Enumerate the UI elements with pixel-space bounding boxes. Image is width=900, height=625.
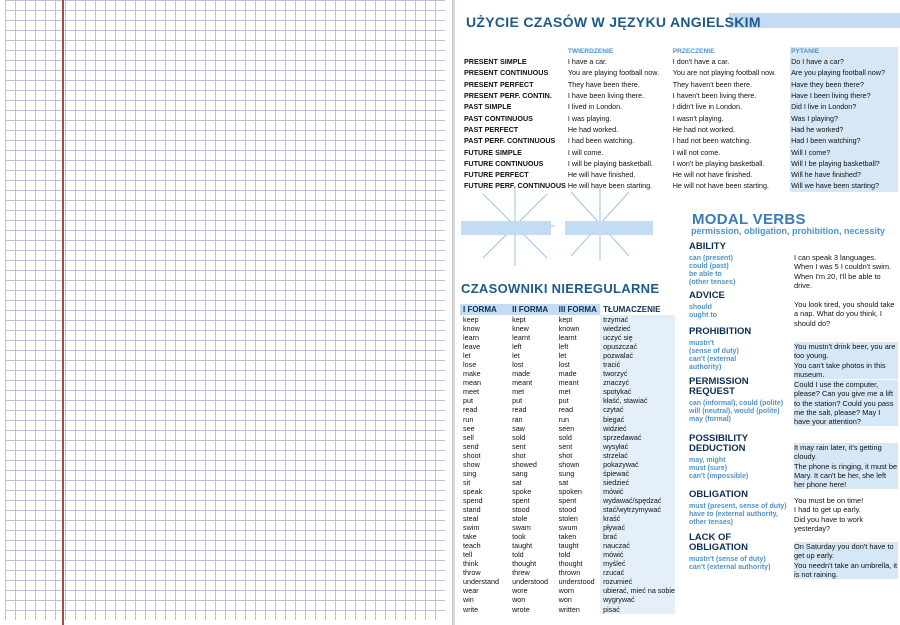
question-cell: Do I have a car?	[790, 56, 898, 67]
deco-band-left	[461, 221, 551, 235]
modal-example: You must be on time! I had to get up early. Did you have to work yesterday?	[794, 496, 864, 533]
form2-cell: lost	[512, 360, 524, 370]
form3-cell: sat	[558, 477, 569, 487]
form3-cell: sent	[558, 441, 573, 451]
tense-name: PAST CONTINUOUS	[464, 113, 533, 123]
form2-cell: wore	[512, 586, 528, 596]
modal-example: You mustn't drink beer, you are too young. You can't take photos in this museum.	[794, 342, 898, 379]
form1-cell: meet	[463, 387, 479, 397]
verb-row	[460, 460, 675, 469]
question-cell: Will I be playing basketball?	[790, 158, 898, 169]
translation-cell: biegać	[600, 415, 675, 424]
verb-row	[460, 451, 675, 460]
form2-cell: told	[512, 550, 524, 560]
form3-cell: kept	[558, 315, 573, 325]
form2-cell: saw	[512, 423, 525, 433]
negative-cell: I will not come.	[672, 147, 721, 157]
form3-cell: stolen	[558, 514, 578, 524]
negative-cell: They haven't been there.	[672, 79, 753, 89]
modal-section-title: OBLIGATION	[689, 489, 748, 500]
negative-cell: You are not playing football now.	[672, 68, 776, 78]
form1-cell: put	[463, 396, 473, 406]
form1-cell: wear	[463, 586, 479, 596]
modal-section-forms: should ought to	[689, 304, 717, 319]
affirmative-cell: I lived in London.	[567, 102, 623, 112]
form1-cell: win	[463, 595, 474, 605]
tense-name: FUTURE CONTINUOUS	[464, 158, 544, 168]
modal-section	[689, 327, 751, 372]
affirmative-cell: I will come.	[567, 147, 604, 157]
verb-row	[460, 433, 675, 442]
verb-row	[460, 532, 675, 541]
translation-cell: ubierać, mieć na sobie	[600, 586, 675, 595]
tenses-header-row	[463, 47, 898, 56]
form2-cell: wrote	[512, 604, 530, 614]
form3-cell: meant	[558, 378, 579, 388]
form3-cell: left	[558, 342, 569, 352]
form1-cell: let	[463, 351, 471, 361]
negative-cell: I wasn't playing.	[672, 113, 724, 123]
translation-cell: widzieć	[600, 424, 675, 433]
form1-cell: take	[463, 532, 477, 542]
form3-cell: seen	[558, 423, 575, 433]
form2-cell: took	[512, 532, 526, 542]
affirmative-cell: I have a car.	[567, 57, 607, 67]
form1-cell: throw	[463, 568, 481, 578]
form1-cell: lose	[463, 360, 477, 370]
form2-cell: threw	[512, 568, 530, 578]
negative-cell: I haven't been living there.	[672, 91, 757, 101]
form2-cell: spoke	[512, 486, 532, 496]
form2-cell: stood	[512, 505, 530, 514]
tense-row	[463, 146, 898, 157]
translation-cell: wygrywać	[600, 595, 675, 604]
tense-name: PAST SIMPLE	[464, 102, 512, 112]
form1-cell: know	[463, 324, 480, 334]
deco-band-right	[565, 221, 653, 235]
form1-cell: teach	[463, 541, 481, 551]
irregular-title: CZASOWNIKI NIEREGULARNE	[461, 281, 660, 296]
form3-cell: spent	[558, 495, 577, 505]
form1-cell: leave	[463, 342, 481, 352]
modal-section-forms: can (present) could (past) be able to (other tenses)	[689, 255, 736, 286]
form2-cell: won	[512, 595, 526, 605]
tense-row	[463, 90, 898, 101]
modal-section	[689, 490, 787, 527]
form2-cell: let	[512, 351, 520, 361]
form2-cell: knew	[512, 324, 529, 334]
form1-cell: learn	[463, 333, 479, 343]
modal-section	[689, 242, 735, 287]
form2-cell: left	[512, 342, 522, 352]
form1-cell: make	[463, 369, 481, 379]
tense-name: PAST PERF. CONTINUOUS	[464, 136, 556, 146]
form3-cell: swum	[558, 523, 578, 533]
form1-cell: mean	[463, 378, 481, 388]
tense-row	[463, 124, 898, 135]
form3-cell: worn	[558, 586, 575, 596]
form3-cell: written	[558, 604, 580, 614]
form1-cell: show	[463, 459, 480, 469]
verbs-body	[460, 315, 675, 614]
modal-example: I can speak 3 languages. When I was 5 I couldn't swim. When I'm 20, I'll be able to drive.	[794, 253, 892, 290]
question-cell: Will we have been starting?	[790, 180, 898, 191]
affirmative-cell: He had worked.	[567, 124, 619, 134]
tenses-table	[463, 47, 898, 192]
form1-cell: see	[463, 423, 475, 433]
translation-cell: znaczyć	[600, 378, 675, 387]
modal-section-title: PERMISSION REQUEST	[689, 376, 749, 397]
translation-cell: pisać	[600, 605, 675, 614]
form2-cell: spent	[512, 495, 530, 505]
modal-section	[689, 291, 725, 320]
modal-subtitle: permission, obligation, prohibition, necessity	[691, 226, 886, 236]
translation-cell: siedzieć	[600, 478, 675, 487]
translation-cell: kłaść, stawiać	[600, 396, 675, 405]
affirmative-cell: You are playing football now.	[567, 68, 660, 78]
affirmative-cell: I will be playing basketball.	[567, 158, 653, 168]
form2-cell: ran	[512, 414, 523, 424]
translation-cell: pokazywać	[600, 460, 675, 469]
form2-cell: thought	[512, 559, 537, 569]
form2-cell: meant	[512, 378, 533, 388]
negative-cell: He will not have finished.	[672, 170, 753, 180]
tense-name: PRESENT PERF. CONTIN.	[464, 91, 552, 101]
affirmative-cell: They have been there.	[567, 79, 640, 89]
tense-name: PAST PERFECT	[464, 124, 519, 134]
form2-header: II FORMA	[509, 304, 556, 315]
tense-name: PRESENT SIMPLE	[464, 57, 527, 67]
irregular-verbs-table	[460, 304, 675, 614]
verb-row	[460, 478, 675, 487]
form2-cell: sold	[512, 432, 526, 442]
verb-row	[460, 442, 675, 451]
verb-row	[460, 360, 675, 369]
translation-cell: nauczać	[600, 541, 675, 550]
verb-row	[460, 469, 675, 478]
form1-cell: run	[463, 414, 474, 424]
question-cell: Have they been there?	[790, 79, 898, 90]
negative-cell: I had not been watching.	[672, 136, 752, 146]
tense-name-header	[463, 47, 567, 56]
form1-cell: steal	[463, 514, 479, 524]
translation-cell: mówić	[600, 487, 675, 496]
tense-row	[463, 79, 898, 90]
form3-cell: spoken	[558, 486, 582, 496]
form2-cell: put	[512, 396, 523, 406]
form1-cell: stand	[463, 505, 481, 514]
verb-row	[460, 342, 675, 351]
verb-row	[460, 577, 675, 586]
question-cell: Are you playing football now?	[790, 67, 898, 78]
form2-cell: sent	[512, 441, 526, 451]
negative-cell: He had not worked.	[672, 124, 736, 134]
form1-cell: sit	[463, 477, 471, 487]
verb-row	[460, 595, 675, 604]
translation-cell: uczyć się	[600, 333, 675, 342]
tense-name: FUTURE SIMPLE	[464, 147, 522, 157]
translation-cell: czytać	[600, 405, 675, 414]
modal-section-forms: can (informal), could (polite) will (neutral), would (polite) may (formal)	[689, 400, 784, 423]
verb-row	[460, 324, 675, 333]
verb-row	[460, 333, 675, 342]
verb-row	[460, 586, 675, 595]
question-cell: Will he have finished?	[790, 169, 898, 180]
form3-cell: met	[558, 387, 571, 397]
tense-name: FUTURE PERFECT	[464, 170, 529, 180]
form1-cell: write	[463, 604, 479, 614]
question-cell: Had I been watching?	[790, 135, 898, 146]
verb-row	[460, 605, 675, 614]
verb-row	[460, 405, 675, 414]
modal-example: It may rain later, it's getting cloudy. The phone is ringing, it must be Mary. It can't be her, she left her phone here!	[794, 443, 898, 490]
form3-cell: taught	[558, 541, 579, 551]
affirmative-cell: He will have been starting.	[567, 181, 653, 191]
form1-cell: sing	[463, 468, 477, 478]
form3-cell: sung	[558, 468, 575, 478]
translation-cell: tworzyć	[600, 369, 675, 378]
verb-row	[460, 541, 675, 550]
form3-cell: sold	[558, 432, 572, 442]
question-cell: Had he worked?	[790, 124, 898, 135]
tenses-title: UŻYCIE CZASÓW W JĘZYKU ANGIELSKIM	[466, 14, 761, 30]
form2-cell: sat	[512, 477, 522, 487]
translation-cell: pływać	[600, 523, 675, 532]
form2-cell: swam	[512, 523, 531, 533]
modal-section-title: POSSIBILITY DEDUCTION	[689, 433, 749, 454]
translation-cell: brać	[600, 532, 675, 541]
form3-cell: thrown	[558, 568, 581, 578]
translation-cell: rozumieć	[600, 577, 675, 586]
form3-cell: known	[558, 324, 580, 334]
verb-row	[460, 568, 675, 577]
form2-cell: understood	[512, 577, 549, 587]
tense-row	[463, 56, 898, 67]
tense-name: FUTURE PERF. CONTINUOUS	[464, 181, 566, 191]
form2-cell: stole	[512, 514, 528, 524]
modal-example: Could I use the computer, please? Can you give me a lift to the station? Could you pass me the salt, please? May I have your attention?	[794, 380, 898, 426]
verb-row	[460, 396, 675, 405]
modal-section	[689, 533, 770, 572]
form1-cell: speak	[463, 486, 483, 496]
translation-cell: spotykać	[600, 387, 675, 396]
tense-row	[463, 67, 898, 78]
verb-row	[460, 559, 675, 568]
modal-section-forms: mustn't (sense of duty) can't (external authority)	[689, 556, 771, 571]
question-header: PYTANIE	[790, 47, 898, 56]
translation-cell: kraść	[600, 514, 675, 523]
negative-cell: I won't be playing basketball.	[672, 158, 765, 168]
form1-cell: tell	[463, 550, 473, 560]
form2-cell: taught	[512, 541, 533, 551]
affirmative-cell: I was playing.	[567, 113, 612, 123]
modal-section-title: LACK OF OBLIGATION	[689, 532, 748, 553]
translation-cell: myśleć	[600, 559, 675, 568]
verb-row	[460, 496, 675, 505]
translation-cell: wydawać/spędzać	[600, 496, 675, 505]
modal-section-forms: must (present, sense of duty) have to (external authority, other tenses)	[689, 503, 787, 526]
translation-cell: tracić	[600, 360, 675, 369]
form3-cell: taken	[558, 532, 577, 542]
affirmative-cell: He will have finished.	[567, 170, 636, 180]
translation-cell: wysyłać	[600, 442, 675, 451]
tense-row	[463, 158, 898, 169]
form2-cell: learnt	[512, 333, 531, 343]
form1-cell: sell	[463, 432, 474, 442]
form3-cell: shot	[558, 450, 573, 460]
negative-cell: I don't have a car.	[672, 57, 730, 67]
form3-cell: won	[558, 595, 572, 605]
tense-row	[463, 101, 898, 112]
question-cell: Was I playing?	[790, 112, 898, 123]
form1-cell: read	[463, 405, 478, 415]
form3-cell: lost	[558, 360, 570, 370]
modal-section-forms: mustn't (sense of duty) can't (external authority)	[689, 340, 739, 371]
form1-cell: spend	[463, 495, 483, 505]
translation-cell: wiedzieć	[600, 324, 675, 333]
form1-cell: keep	[463, 315, 479, 325]
translation-cell: stać/wytrzymywać	[600, 505, 675, 514]
verbs-header-row	[460, 304, 675, 315]
form3-cell: thought	[558, 559, 583, 569]
question-cell: Did I live in London?	[790, 101, 898, 112]
tense-name: PRESENT PERFECT	[464, 79, 534, 89]
verb-row	[460, 378, 675, 387]
modal-section	[689, 377, 783, 424]
grid-paper	[5, 0, 445, 620]
translation-cell: strzelać	[600, 451, 675, 460]
tense-name: PRESENT CONTINUOUS	[464, 68, 549, 78]
form2-cell: met	[512, 387, 525, 397]
form1-cell: understand	[463, 577, 499, 587]
verb-row	[460, 424, 675, 433]
verb-row	[460, 487, 675, 496]
verb-row	[460, 369, 675, 378]
form3-cell: read	[558, 405, 574, 415]
form3-cell: let	[558, 351, 567, 361]
modal-section	[689, 434, 748, 481]
translation-header: TŁUMACZENIE	[603, 305, 661, 314]
form1-cell: swim	[463, 523, 480, 533]
negative-cell: He will not have been starting.	[672, 181, 770, 191]
form2-cell: made	[512, 369, 531, 379]
form2-cell: read	[512, 405, 527, 415]
form2-cell: shot	[512, 450, 526, 460]
negative-cell: I didn't live in London.	[672, 102, 743, 112]
form1-cell: think	[463, 559, 479, 569]
tense-row	[463, 135, 898, 146]
verb-row	[460, 550, 675, 559]
form2-cell: sang	[512, 468, 528, 478]
form2-cell: showed	[512, 459, 537, 469]
modal-section-title: PROHIBITION	[689, 326, 752, 337]
form3-cell: shown	[558, 459, 580, 469]
form1-cell: send	[463, 441, 479, 451]
translation-cell: rzucać	[600, 568, 675, 577]
modal-example: On Saturday you don't have to get up early. You needn't take an umbrella, it is not raining.	[794, 542, 898, 579]
verb-row	[460, 415, 675, 424]
modal-example: You look tired, you should take a nap. What do you think, I should do?	[794, 300, 895, 328]
modal-section-forms: may, might must (sure) can't (impossible)	[689, 457, 749, 480]
form1-cell: shoot	[463, 450, 481, 460]
verb-row	[460, 505, 675, 514]
form3-cell: run	[558, 414, 570, 424]
verb-row	[460, 387, 675, 396]
translation-cell: pozwalać	[600, 351, 675, 360]
affirmative-header: TWIERDZENIE	[567, 48, 614, 55]
negative-header: PRZECZENIE	[672, 48, 715, 55]
form1-header: I FORMA	[460, 304, 509, 315]
form3-cell: made	[558, 369, 577, 379]
verb-row	[460, 523, 675, 532]
form2-cell: kept	[512, 315, 526, 325]
question-cell: Have I been living there?	[790, 90, 898, 101]
form3-cell: told	[558, 550, 571, 560]
tense-row	[463, 112, 898, 123]
form3-cell: stood	[558, 505, 577, 514]
verb-row	[460, 514, 675, 523]
right-reference-page	[455, 0, 900, 625]
modal-title: MODAL VERBS	[692, 211, 806, 228]
question-cell: Will I come?	[790, 146, 898, 157]
translation-cell: mówić	[600, 550, 675, 559]
tenses-body	[463, 56, 898, 192]
form3-header: III FORMA	[556, 304, 600, 315]
translation-cell: opuszczać	[600, 342, 675, 351]
form3-cell: learnt	[558, 333, 577, 343]
margin-line	[62, 0, 64, 625]
verb-row	[460, 351, 675, 360]
translation-cell: śpiewać	[600, 469, 675, 478]
translation-cell: sprzedawać	[600, 433, 675, 442]
affirmative-cell: I have been living there.	[567, 91, 645, 101]
affirmative-cell: I had been watching.	[567, 136, 635, 146]
modal-section-title: ADVICE	[689, 290, 725, 301]
translation-cell: trzymać	[600, 315, 675, 324]
tense-row	[463, 169, 898, 180]
form3-cell: put	[558, 396, 569, 406]
verb-row	[460, 315, 675, 324]
form3-cell: understood	[558, 577, 595, 587]
modal-section-title: ABILITY	[689, 241, 726, 252]
